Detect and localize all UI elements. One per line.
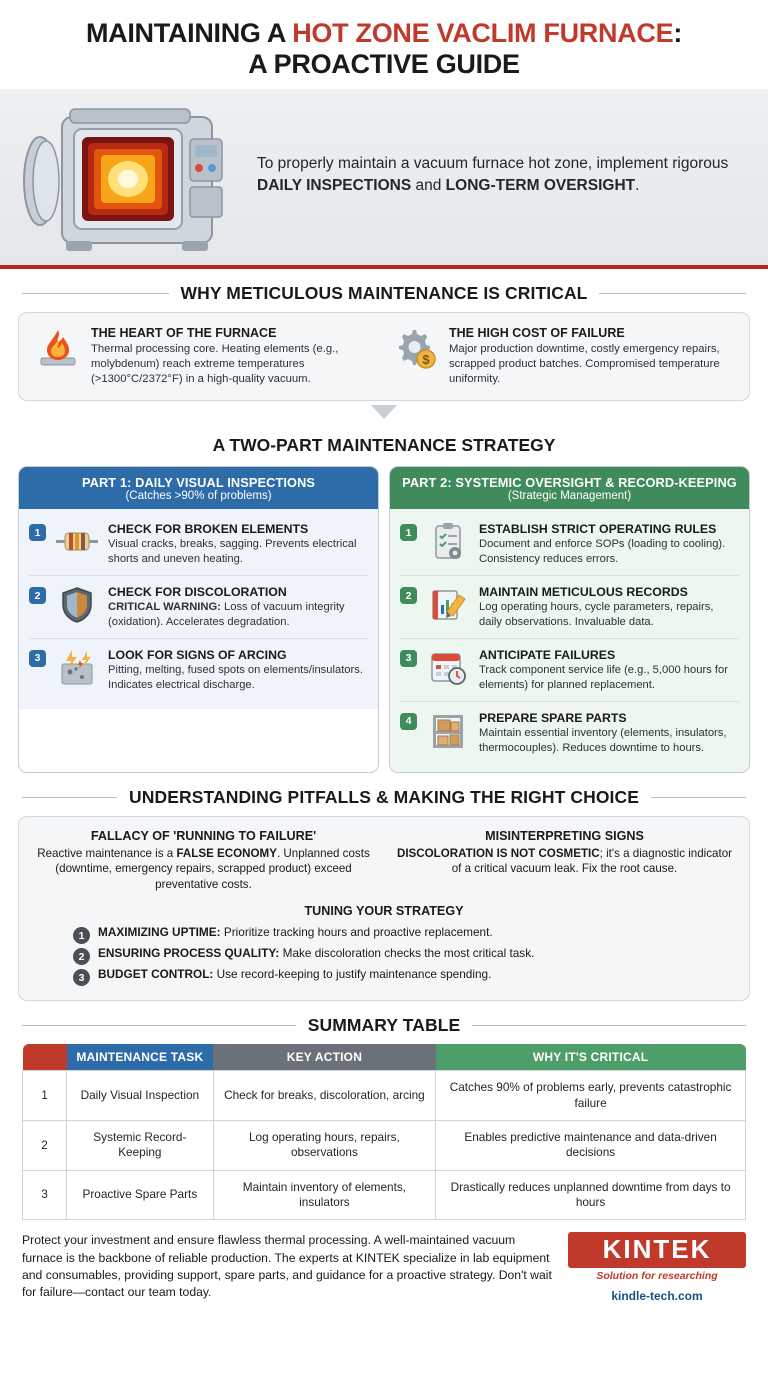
step-heading: LOOK FOR SIGNS OF ARCING <box>108 647 287 662</box>
step-number: 3 <box>29 650 46 667</box>
column-header-task: MAINTENANCE TASK <box>67 1044 214 1071</box>
cell-critical: Drastically reduces unplanned downtime from days to hours <box>436 1170 746 1220</box>
why-body-2: Major production downtime, costly emergency repairs, scrapped product batches. Compromised temperature uniformity. <box>449 342 720 386</box>
shield-icon <box>54 585 100 625</box>
cell-action: Maintain inventory of elements, insulators <box>213 1170 435 1220</box>
tuning-item <box>73 945 733 962</box>
brand-url[interactable]: kindle-tech.com <box>611 1289 703 1304</box>
column-header-critical: WHY IT'S CRITICAL <box>436 1044 746 1071</box>
tuning-text <box>98 925 493 940</box>
pitfall-right-text-1: ; it's a diagnostic indicator of a critical vacuum leak. Fix the root cause. <box>451 846 733 876</box>
strategy-title: A TWO-PART MAINTENANCE STRATEGY <box>212 435 556 456</box>
column-header-action: KEY ACTION <box>213 1044 435 1071</box>
hero-bold-2: LONG-TERM OVERSIGHT <box>445 176 636 194</box>
step-body <box>108 600 368 630</box>
cell-critical: Enables predictive maintenance and data-driven decisions <box>436 1121 746 1171</box>
title-post: : <box>673 18 683 48</box>
step-body: Maintain essential inventory (elements, insulators, thermocouples). Reduces downtime to hours. <box>479 726 727 754</box>
hero-text-3: . <box>635 176 640 194</box>
step-heading: ANTICIPATE FAILURES <box>479 647 616 662</box>
pitfall-right-body <box>396 846 733 877</box>
part-2-subtitle: (Strategic Management) <box>507 490 632 503</box>
why-section-title <box>22 283 746 304</box>
divider-left <box>22 1025 296 1026</box>
list-item <box>29 575 368 638</box>
pitfall-left-text-1: Reactive maintenance is a <box>37 846 177 860</box>
hero-text-1: To properly maintain a vacuum furnace hot zone, implement rigorous <box>257 154 729 172</box>
why-heading-2: THE HIGH COST OF FAILURE <box>449 325 625 340</box>
cell-index: 1 <box>23 1071 67 1121</box>
cell-index: 3 <box>23 1170 67 1220</box>
title-pre: MAINTAINING A <box>85 18 293 48</box>
brand-block <box>568 1232 746 1303</box>
vacuum-furnace-illustration <box>4 95 249 255</box>
cell-critical: Catches 90% of problems early, prevents catastrophic failure <box>436 1071 746 1121</box>
step-number: 3 <box>400 650 417 667</box>
part-2-title: PART 2: SYSTEMIC OVERSIGHT & RECORD-KEEPING <box>402 475 737 491</box>
tuning-body: Prioritize tracking hours and proactive replacement. <box>220 924 493 939</box>
step-number: 1 <box>29 524 46 541</box>
cell-task: Daily Visual Inspection <box>67 1071 214 1121</box>
step-number: 2 <box>29 587 46 604</box>
tuning-text <box>98 967 491 982</box>
step-body-text: Loss of vacuum integrity (oxidation). Accelerates degradation. <box>108 601 345 629</box>
step-number: 2 <box>400 587 417 604</box>
cell-action: Check for breaks, discoloration, arcing <box>213 1071 435 1121</box>
divider-right <box>651 797 746 798</box>
divider-right <box>599 293 746 294</box>
pitfalls-title-text: UNDERSTANDING PITFALLS & MAKING THE RIGHT CHOICE <box>128 786 640 807</box>
tuning-bold: ENSURING PROCESS QUALITY: <box>98 945 280 960</box>
why-heading-1: THE HEART OF THE FURNACE <box>91 325 277 340</box>
column-header-index <box>23 1044 67 1071</box>
pitfall-left-bold-1: FALSE ECONOMY <box>176 846 277 860</box>
why-item-heart <box>35 326 375 388</box>
step-body: Pitting, melting, fused spots on elements/insulators. Indicates electrical discharge. <box>108 663 363 691</box>
footer-text: Protect your investment and ensure flawless thermal processing. A well-maintained vacuum furnace is the backbone of reliable production. The experts at KINTEK specialize in lab equipment and consumables, providing support, spare parts, and guidance for a proactive strategy. Don't wait for failure—contact our team today. <box>22 1233 552 1300</box>
tuning-item <box>73 966 733 983</box>
step-heading: CHECK FOR BROKEN ELEMENTS <box>108 522 309 537</box>
why-title-text: WHY METICULOUS MAINTENANCE IS CRITICAL <box>180 282 588 303</box>
tuning-item <box>73 924 733 941</box>
table-header-row <box>23 1044 746 1071</box>
summary-title-text: SUMMARY TABLE <box>307 1015 461 1036</box>
tuning-body: Use record-keeping to justify maintenance spending. <box>213 966 492 981</box>
part-1-subtitle: (Catches >90% of problems) <box>125 490 272 503</box>
list-item <box>400 701 739 764</box>
step-body: Document and enforce SOPs (loading to cooling). Consistency reduces errors. <box>479 538 726 566</box>
pitfall-left <box>35 829 372 893</box>
tuning-bold: BUDGET CONTROL: <box>98 966 214 981</box>
svg-text:$: $ <box>422 351 430 367</box>
list-item <box>29 638 368 701</box>
two-part-strategy <box>18 466 750 772</box>
step-body-bold: CRITICAL WARNING: <box>108 601 221 614</box>
part-1-header <box>19 467 378 509</box>
table-row <box>23 1170 746 1220</box>
tuning-number: 3 <box>73 969 90 986</box>
title-highlight: HOT ZONE VACLIM FURNACE <box>292 18 674 48</box>
divider-left <box>22 797 117 798</box>
part-2-header <box>390 467 749 509</box>
logbook-icon <box>425 585 471 625</box>
pitfall-right <box>396 829 733 893</box>
tuning-text <box>98 946 534 961</box>
heating-element-icon <box>54 522 100 562</box>
tuning-number: 2 <box>73 948 90 965</box>
arcing-spark-icon <box>54 648 100 688</box>
cell-task: Proactive Spare Parts <box>67 1170 214 1220</box>
pitfalls-card <box>18 816 750 1002</box>
step-heading: CHECK FOR DISCOLORATION <box>108 585 287 600</box>
flame-icon <box>35 326 81 370</box>
cell-task: Systemic Record-Keeping <box>67 1121 214 1171</box>
divider-left <box>22 293 169 294</box>
kintek-logo: KINTEK <box>568 1232 746 1268</box>
why-body-1: Thermal processing core. Heating elements (e.g., molybdenum) reach extreme temperatures (>1300°C/2372°F) in a high-quality vacuum. <box>91 342 339 386</box>
step-heading: PREPARE SPARE PARTS <box>479 710 627 725</box>
flow-arrow-icon <box>371 405 397 419</box>
part-2-body <box>390 509 749 771</box>
calendar-clock-icon <box>425 648 471 688</box>
table-row <box>23 1121 746 1171</box>
step-body: Visual cracks, breaks, sagging. Prevents electrical shorts and uneven heating. <box>108 538 357 566</box>
summary-section-title <box>22 1015 746 1036</box>
part-2-card <box>389 466 750 772</box>
divider-right <box>472 1025 746 1026</box>
pitfall-left-heading: FALLACY OF 'RUNNING TO FAILURE' <box>90 828 317 843</box>
page-subtitle: A PROACTIVE GUIDE <box>248 49 520 80</box>
part-1-body <box>19 509 378 708</box>
page-title <box>22 18 746 81</box>
hero-text <box>249 153 748 197</box>
list-item <box>400 575 739 638</box>
step-body: Track component service life (e.g., 5,000 hours for elements) for planned replacement. <box>479 663 728 691</box>
clipboard-check-icon <box>425 522 471 562</box>
pitfall-left-body <box>35 846 372 893</box>
step-heading: MAINTAIN METICULOUS RECORDS <box>479 585 688 600</box>
hero-bold-1: DAILY INSPECTIONS <box>257 176 412 194</box>
step-heading: ESTABLISH STRICT OPERATING RULES <box>479 522 717 537</box>
list-item <box>400 513 739 575</box>
page-header <box>0 0 768 89</box>
table-row <box>23 1071 746 1121</box>
summary-table <box>22 1044 746 1220</box>
tuning-body: Make discoloration checks the most critical task. <box>279 945 535 960</box>
pitfall-right-heading: MISINTERPRETING SIGNS <box>485 828 644 843</box>
list-item <box>400 638 739 701</box>
tuning-title: TUNING YOUR STRATEGY <box>304 904 464 919</box>
why-card <box>18 312 750 402</box>
list-item <box>29 513 368 575</box>
page-footer <box>22 1232 746 1303</box>
hero-text-2: and <box>411 176 446 194</box>
step-number: 1 <box>400 524 417 541</box>
pitfall-left-text-2: . Unplanned costs (downtime, emergency repairs, scrapped product) exceed preventative costs. <box>55 846 370 891</box>
pitfalls-section-title <box>22 787 746 808</box>
gear-dollar-icon <box>393 326 439 370</box>
brand-tagline: Solution for researching <box>596 1270 718 1283</box>
why-item-cost <box>393 326 733 388</box>
part-1-card <box>18 466 379 772</box>
hero-banner <box>0 89 768 269</box>
cell-index: 2 <box>23 1121 67 1171</box>
part-1-title: PART 1: DAILY VISUAL INSPECTIONS <box>81 475 316 491</box>
cell-action: Log operating hours, repairs, observations <box>213 1121 435 1171</box>
tuning-bold: MAXIMIZING UPTIME: <box>98 924 221 939</box>
step-number: 4 <box>400 713 417 730</box>
tuning-number: 1 <box>73 927 90 944</box>
spare-parts-shelf-icon <box>425 711 471 751</box>
pitfall-right-bold-1: DISCOLORATION IS NOT COSMETIC <box>396 846 600 860</box>
step-body: Log operating hours, cycle parameters, repairs, daily observations. Invaluable data. <box>479 601 714 629</box>
